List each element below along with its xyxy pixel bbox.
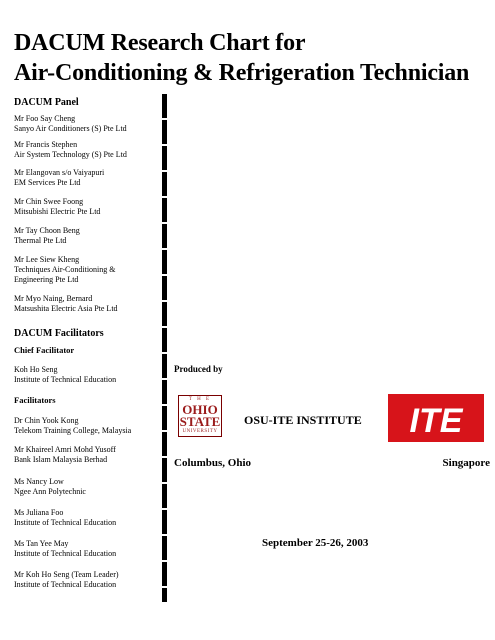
panel-member bbox=[14, 168, 164, 188]
member-name: Mr Chin Swee Foong bbox=[14, 197, 84, 206]
logo-university-text: UNIVERSITY bbox=[182, 429, 218, 434]
panel-member bbox=[14, 226, 164, 246]
right-column bbox=[174, 0, 490, 640]
member-name: Ms Juliana Foo bbox=[14, 508, 64, 517]
member-org: EM Services Pte Ltd bbox=[14, 178, 81, 187]
logo-state-text: STATE bbox=[179, 414, 221, 429]
member-name: Dr Chin Yook Kong bbox=[14, 416, 79, 425]
facilitators-heading: DACUM Facilitators bbox=[14, 328, 104, 339]
member-org: Techniques Air-Conditioning & bbox=[14, 265, 116, 274]
member-name: Mr Koh Ho Seng (Team Leader) bbox=[14, 570, 119, 579]
panel-heading: DACUM Panel bbox=[14, 97, 79, 108]
member-name: Ms Nancy Low bbox=[14, 477, 64, 486]
left-column bbox=[14, 97, 164, 590]
panel-member bbox=[14, 294, 164, 314]
facilitators-list-heading: Facilitators bbox=[14, 395, 56, 405]
member-name: Mr Myo Naing, Bernard bbox=[14, 294, 93, 303]
facilitator-item bbox=[14, 508, 164, 528]
member-name: Mr Foo Say Cheng bbox=[14, 114, 76, 123]
member-org: Telekom Training College, Malaysia bbox=[14, 426, 132, 435]
panel-member bbox=[14, 114, 164, 134]
member-org: Air System Technology (S) Pte Ltd bbox=[14, 150, 127, 159]
institute-name: OSU-ITE INSTITUTE bbox=[244, 413, 362, 427]
panel-member bbox=[14, 197, 164, 217]
chief-facilitator-heading: Chief Facilitator bbox=[14, 345, 75, 355]
member-org: Sanyo Air Conditioners (S) Pte Ltd bbox=[14, 124, 127, 133]
member-org: Bank Islam Malaysia Berhad bbox=[14, 455, 108, 464]
panel-member bbox=[14, 140, 164, 160]
location-singapore: Singapore bbox=[442, 457, 490, 469]
facilitator-item bbox=[14, 539, 164, 559]
member-org: Mitsubishi Electric Pte Ltd bbox=[14, 207, 101, 216]
member-name: Mr Lee Siew Kheng bbox=[14, 255, 80, 264]
member-org: Institute of Technical Education bbox=[14, 375, 117, 384]
facilitator-item bbox=[14, 445, 164, 465]
produced-by-label: Produced by bbox=[174, 364, 223, 374]
member-name: Mr Francis Stephen bbox=[14, 140, 78, 149]
facilitator-item bbox=[14, 477, 164, 497]
member-name: Ms Tan Yee May bbox=[14, 539, 69, 548]
title-line-1: DACUM Research Chart for bbox=[14, 30, 306, 56]
member-org: Institute of Technical Education bbox=[14, 549, 117, 558]
member-org: Engineering Pte Ltd bbox=[14, 275, 79, 284]
location-columbus: Columbus, Ohio bbox=[174, 457, 252, 469]
member-org: Institute of Technical Education bbox=[14, 518, 117, 527]
ohio-state-logo bbox=[178, 395, 222, 437]
member-name: Mr Tay Choon Beng bbox=[14, 226, 80, 235]
member-name: Mr Khaireel Amri Mohd Yusoff bbox=[14, 445, 116, 454]
member-org: Ngee Ann Polytechnic bbox=[14, 487, 86, 496]
column-divider bbox=[162, 94, 167, 602]
logo-ohio-text: OHIO bbox=[182, 402, 218, 417]
ite-logo-text: ITE bbox=[409, 402, 463, 440]
member-name: Koh Ho Seng bbox=[14, 365, 58, 374]
member-name: Mr Elangovan s/o Vaiyapuri bbox=[14, 168, 105, 177]
member-org: Matsushita Electric Asia Pte Ltd bbox=[14, 304, 118, 313]
facilitator-item bbox=[14, 570, 164, 590]
member-org: Institute of Technical Education bbox=[14, 580, 117, 589]
logo-the-text: T H E bbox=[188, 397, 212, 402]
panel-member bbox=[14, 255, 164, 285]
ite-logo bbox=[388, 394, 484, 442]
title-line-2: Air-Conditioning & Refrigeration Technician bbox=[14, 60, 470, 86]
workshop-date: September 25-26, 2003 bbox=[262, 537, 369, 549]
member-org: Thermal Pte Ltd bbox=[14, 236, 67, 245]
facilitator-item bbox=[14, 416, 164, 436]
chief-facilitator bbox=[14, 365, 164, 385]
